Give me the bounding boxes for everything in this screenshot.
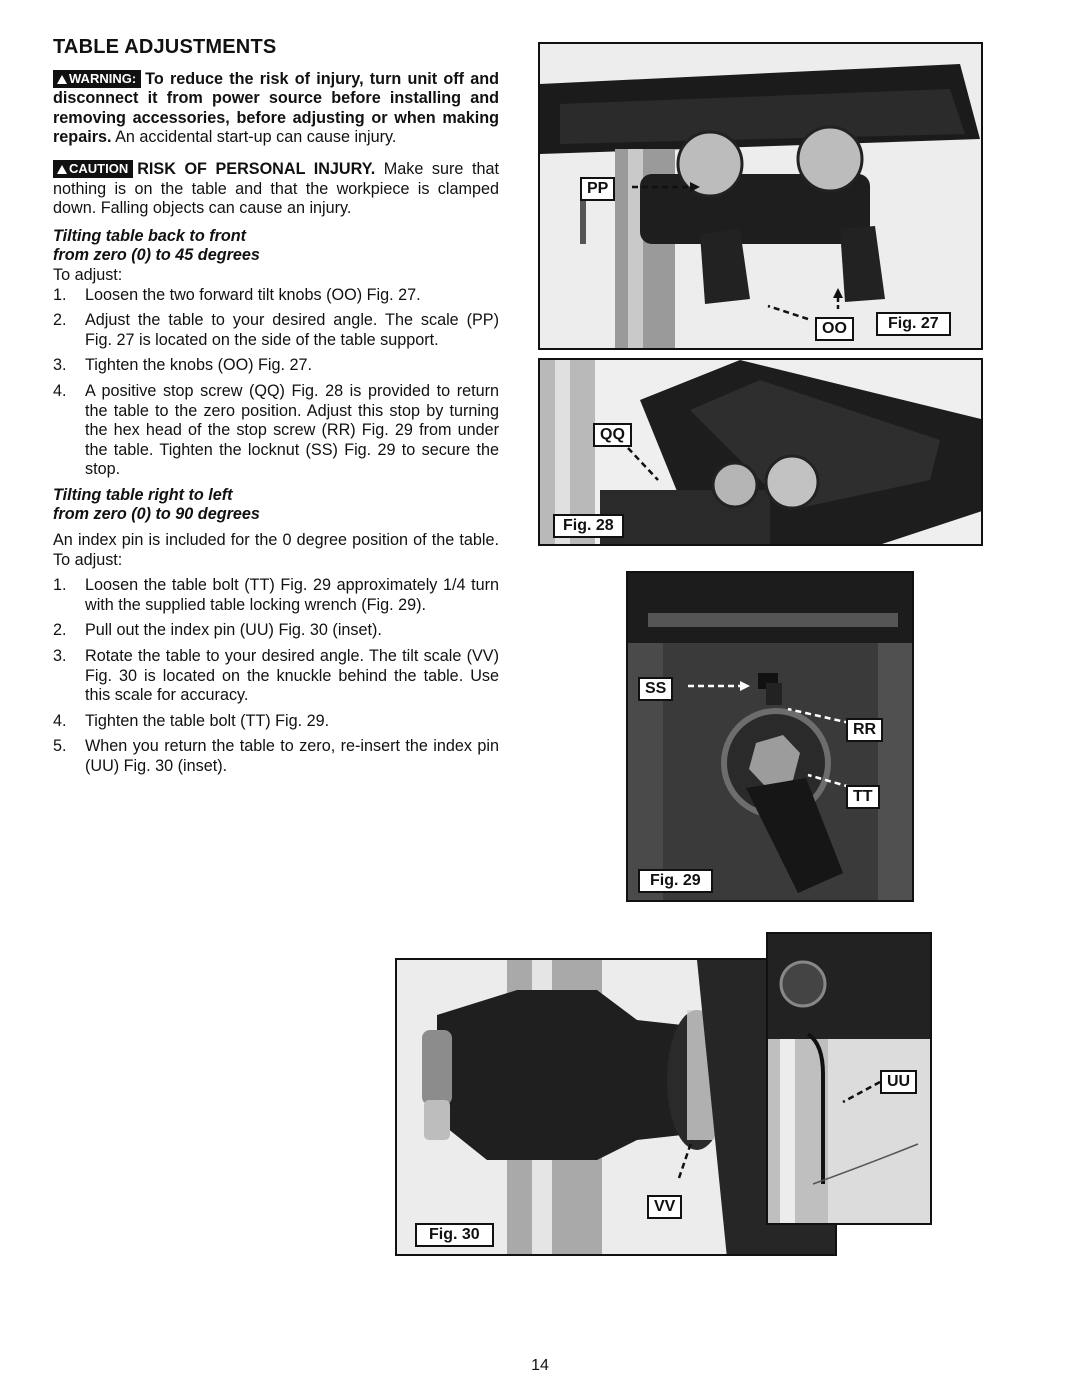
section1-heading: Tilting table back to front from zero (0) to 45 degrees	[53, 226, 260, 265]
section2-heading: Tilting table right to left from zero (0) to 90 degrees	[53, 485, 260, 524]
label-uu: UU	[880, 1070, 917, 1094]
label-vv: VV	[647, 1195, 682, 1219]
caution-text: Make sure that nothing is on the table and that the workpiece is clamped down. Falling objects can cause an injury.	[53, 159, 499, 218]
warning-bold-text: To reduce the risk of injury, turn unit off and disconnect it from power source before installing and removing accessories, before adjusting or when making repairs.	[53, 69, 499, 147]
figure-30-inset	[766, 932, 932, 1225]
section2-steps	[53, 576, 499, 776]
list-item: 1. Loosen the table bolt (TT) Fig. 29 approximately 1/4 turn with the supplied table locking wrench (Fig. 29).	[53, 576, 499, 614]
list-item: 2. Adjust the table to your desired angle. The scale (PP) Fig. 27 is located on the side of the table support.	[53, 311, 499, 349]
list-item: 2. Pull out the index pin (UU) Fig. 30 (inset).	[53, 621, 382, 640]
warning-badge: WARNING:	[53, 70, 141, 88]
list-item: 4. A positive stop screw (QQ) Fig. 28 is provided to return the table to the zero position. Adjust this stop by turning the hex head of the stop screw (RR) Fig. 29 from under the table. Tighten the locknut (SS) Fig. 29 to secure the stop.	[53, 381, 499, 479]
caution-badge: CAUTION	[53, 160, 133, 178]
page-title: TABLE ADJUSTMENTS	[53, 36, 277, 58]
page-number: 14	[531, 1357, 549, 1374]
section1-intro: To adjust:	[53, 265, 123, 284]
label-oo: OO	[815, 317, 854, 341]
label-tt: TT	[846, 785, 880, 809]
list-item: 5. When you return the table to zero, re-insert the index pin (UU) Fig. 30 (inset).	[53, 737, 499, 775]
figure-28	[538, 358, 983, 546]
list-item: 1. Loosen the two forward tilt knobs (OO) Fig. 27.	[53, 285, 421, 304]
warning-triangle-icon	[57, 75, 67, 84]
fig28-caption: Fig. 28	[553, 514, 624, 538]
caution-triangle-icon	[57, 165, 67, 174]
section1-steps	[53, 286, 499, 480]
warning-paragraph	[53, 70, 499, 148]
label-pp: PP	[580, 177, 615, 201]
warning-text: An accidental start-up can cause injury.	[111, 128, 397, 147]
text-column	[53, 38, 499, 783]
caution-paragraph	[53, 160, 499, 219]
caution-bold-text: RISK OF PERSONAL INJURY.	[137, 159, 376, 178]
label-ss: SS	[638, 677, 673, 701]
list-item: 3. Rotate the table to your desired angle. The tilt scale (VV) Fig. 30 is located on the knuckle behind the table. Use this scale for accuracy.	[53, 647, 499, 705]
fig27-caption: Fig. 27	[876, 312, 951, 336]
label-rr: RR	[846, 718, 883, 742]
list-item: 4. Tighten the table bolt (TT) Fig. 29.	[53, 711, 330, 730]
figure-27	[538, 42, 983, 350]
section2-intro: An index pin is included for the 0 degree position of the table. To adjust:	[53, 531, 499, 569]
figure-29	[626, 571, 914, 902]
fig30-caption: Fig. 30	[415, 1223, 494, 1247]
fig29-caption: Fig. 29	[638, 869, 713, 893]
list-item: 3. Tighten the knobs (OO) Fig. 27.	[53, 356, 313, 375]
label-qq: QQ	[593, 423, 632, 447]
